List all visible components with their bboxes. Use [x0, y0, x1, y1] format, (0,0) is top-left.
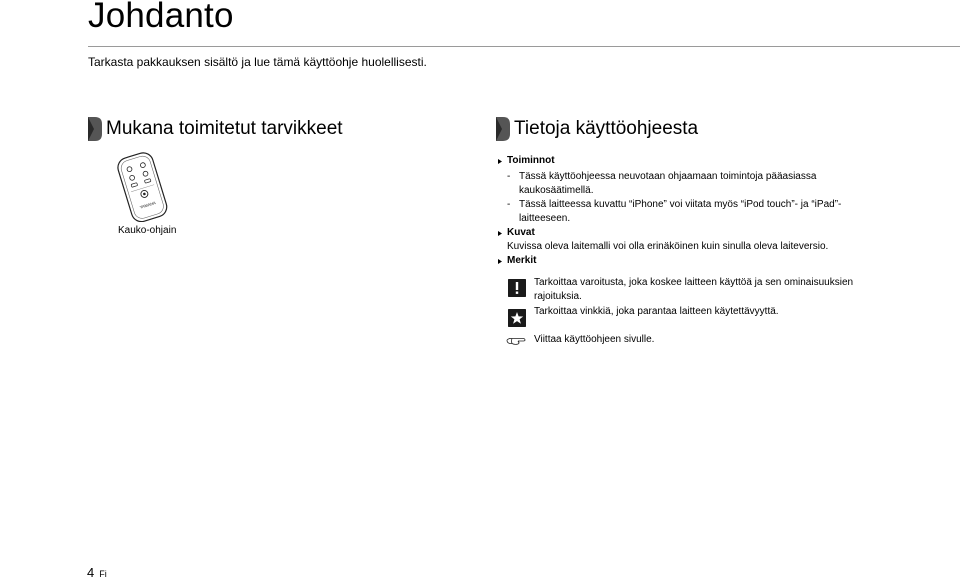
remote-brand-logo: YAMAHA: [139, 200, 157, 210]
page-footer: [87, 566, 107, 580]
dash-marker: -: [507, 171, 511, 182]
item-title-functions: Toiminnot: [507, 155, 555, 166]
mark-text-hint: Tarkoittaa vinkkiä, joka parantaa laitteen käytettävyyttä.: [534, 306, 779, 317]
item-title-images: Kuvat: [507, 227, 535, 238]
star-hint-icon: [508, 309, 526, 327]
pointing-hand-icon: [506, 335, 528, 347]
section-heading-accessories: [88, 116, 343, 142]
intro-text: Tarkasta pakkauksen sisältö ja lue tämä käyttöohje huolellisesti.: [88, 55, 427, 69]
figure-caption: Kauko-ohjain: [118, 225, 177, 236]
page-title: Johdanto: [88, 0, 234, 35]
subitem-text: Tässä laitteessa kuvattu “iPhone” voi viitata myös “iPod touch”- ja “iPad”-laitteeseen.: [519, 199, 842, 224]
remote-control-illustration: [108, 150, 178, 222]
mark-text-caution: Tarkoittaa varoitusta, joka koskee laitteen käyttöä ja sen ominaisuuksien rajoituksia.: [534, 277, 854, 302]
bullet-icon: [498, 259, 502, 264]
section-marker-icon: [88, 117, 102, 141]
section-marker-icon: [496, 117, 510, 141]
section-heading-manual-info: [496, 116, 698, 142]
section-heading-text: Tietoja käyttöohjeesta: [514, 118, 699, 139]
language-code: Fi: [99, 569, 107, 579]
subitem-text: Tässä käyttöohjeessa neuvotaan ohjaamaan toimintoja pääasiassa kaukosäätimellä.: [519, 171, 817, 196]
page-number: 4: [87, 565, 95, 580]
title-divider: [88, 46, 960, 47]
mark-text-reference: Viittaa käyttöohjeen sivulle.: [534, 334, 655, 345]
bullet-icon: [498, 159, 502, 164]
bullet-icon: [498, 231, 502, 236]
item-text: Kuvissa oleva laitemalli voi olla erinäköinen kuin sinulla oleva laiteversio.: [507, 241, 829, 252]
caution-icon: [508, 279, 526, 297]
dash-marker: -: [507, 199, 511, 210]
item-title-marks: Merkit: [507, 255, 537, 266]
section-heading-text: Mukana toimitetut tarvikkeet: [106, 118, 343, 139]
